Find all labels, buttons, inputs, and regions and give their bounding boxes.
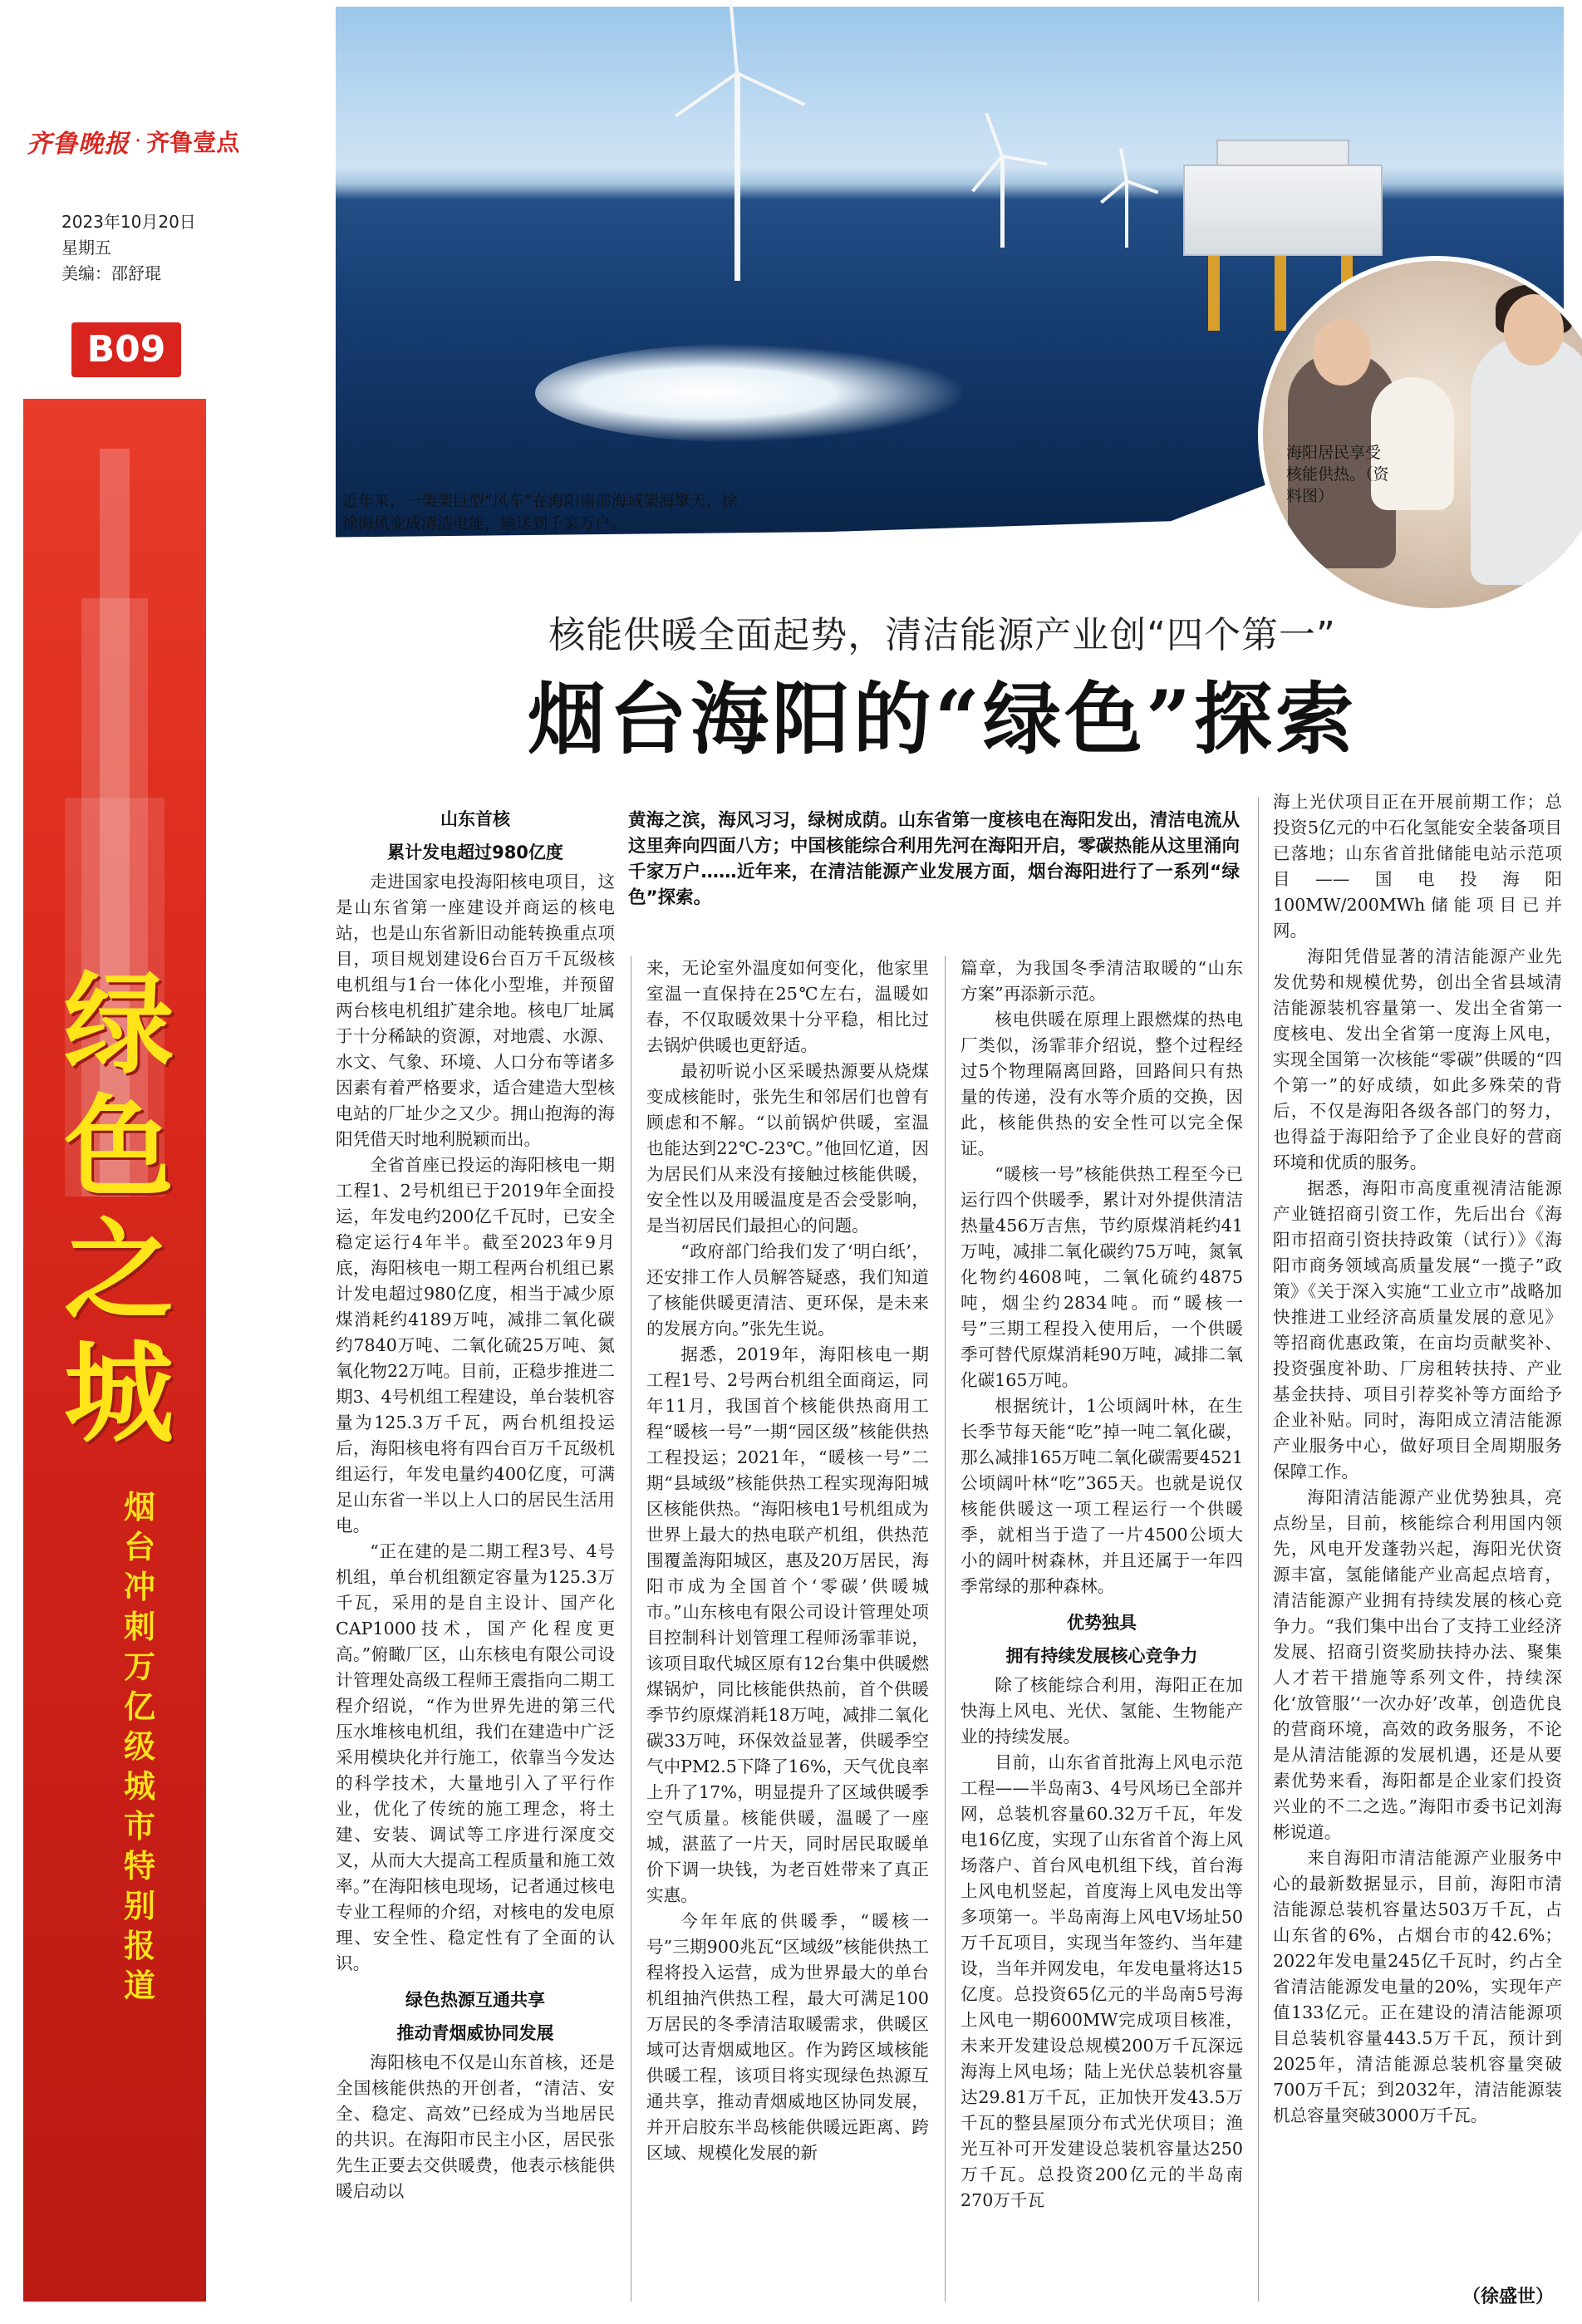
series-title: 绿色之城 — [64, 961, 174, 1458]
paragraph: 目前，山东省首批海上风电示范工程——半岛南3、4号风场已全部并网，总装机容量60.32万千瓦，年发电16亿度，实现了山东省首个海上风场落户、首台风电机组下线，首台海上风电机竖起，首度海上风电发出等多项第一。半岛南海上风电V场址50万千瓦项目，实现当年签约、当年建设，当年并网发电，年发电量将达15亿度。总投资65亿元的半岛南5号海上风电一期600MW完成项目核准，未来开发建设总规模200万千瓦深远海海上风电场；陆上光伏总装机容量达29.81万千瓦，正加快开发43.5万千瓦的整县屋顶分布式光伏项目；渔光互补可开发建设总装机容量达250万千瓦。总投资200亿元的半岛南270万千瓦 — [960, 1752, 1243, 2210]
hero-caption: 近年来，一架架巨型“风车”在海阳南部海域架海擎天，徐徐海风变成清洁电能，输送到千家万户。 — [342, 492, 738, 533]
paragraph: 除了核能综合利用，海阳正在加快海上风电、光伏、氢能、生物能产业的持续发展。 — [960, 1675, 1243, 1747]
section-heading: 优势独具 — [1067, 1613, 1137, 1633]
masthead — [27, 123, 243, 287]
article-column-2 — [646, 956, 929, 2298]
paragraph: 海阳凭借显著的清洁能源产业先发优势和规模优势，创出全省县域清洁能源装机容量第一、发出全省第一度核电、发出全省第一度海上风电，实现全国第一次核能“零碳”供暖的“四个第一”的好成绩，如此多殊荣的背后，不仅是海阳各级各部门的努力，也得益于海阳给予了企业良好的营商环境和优质的服务。 — [1273, 946, 1562, 1172]
newspaper-logo — [27, 123, 243, 160]
paragraph: 全省首座已投运的海阳核电一期工程1、2号机组已于2019年全面投运，年发电约200亿千瓦时，已安全稳定运行4年半。截至2023年9月底，海阳核电一期工程两台机组已累计发电超过980亿度，相当于减少原煤消耗约4189万吨，减排二氧化碳约7840万吨、二氧化硫25万吨、氮氧化物22万吨。目前，正稳步推进二期3、4号机组工程建设，单台装机容量为125.3万千瓦，两台机组投运后，海阳核电将有四台百万千瓦级机组运行，年发电量约400亿度，可满足山东省一半以上人口的居民生活用电。 — [336, 1155, 615, 1535]
section-heading: 拥有持续发展核心竞争力 — [1005, 1646, 1198, 1666]
article-lead: 黄海之滨，海风习习，绿树成荫。山东省第一度核电在海阳发出，清洁电流从这里奔向四面八方；中国核能综合利用先河在海阳开启，零碳热能从这里涌向千家万户……近年来，在清洁能源产业发展方面，烟台海阳进行了一系列“绿色”探索。 — [628, 810, 1240, 908]
article-column-4 — [1273, 789, 1562, 2277]
section-heading: 累计发电超过980亿度 — [387, 843, 563, 862]
paragraph: “暖核一号”核能供热工程至今已运行四个供暖季，累计对外提供清洁热量456万吉焦，节约原煤消耗约41万吨，减排二氧化碳约75万吨，氮氧化物约4608吨，二氧化硫约4875吨，烟尘约2834吨。而“暖核一号”三期工程投入使用后，一个供暖季可替代原煤消耗90万吨，减排二氧化碳165万吨。 — [960, 1164, 1243, 1390]
page-editor: 美编：邵舒琨 — [61, 263, 161, 283]
series-subtitle: 烟台冲刺万亿级城市特别报道 — [123, 1488, 155, 2004]
paragraph: 据悉，2019年，海阳核电一期工程1号、2号两台机组全面商运，同年11月，我国首个核能供热商用工程“暖核一号”一期“园区级”核能供热工程投运；2021年，“暖核一号”二期“县域级”核能供热工程实现海阳城区核能供热。“海阳核电1号机组成为世界上最大的热电联产机组，供热范围覆盖海阳城区，惠及20万居民，海阳市成为全国首个‘零碳’供暖城市。”山东核电有限公司设计管理处项目控制科计划管理工程师汤霏菲说，该项目取代城区原有12台集中供暖燃煤锅炉，同比核能供热前，首个供暖季节约原煤消耗18万吨，减排二氧化碳33万吨，环保效益显著，供暖季空气中PM2.5下降了16%，天气优良率上升了17%，明显提升了区域供暖季空气质量。核能供暖，温暖了一座城，湛蓝了一片天，同时居民取暖单价下调一块钱，为老百姓带来了真正实惠。 — [646, 1344, 929, 1905]
main-headline: 烟台海阳的“绿色”探索 — [527, 674, 1358, 765]
section-heading: 推动青烟威协同发展 — [396, 2023, 554, 2043]
issue-date: 2023年10月20日 — [61, 212, 196, 232]
paragraph: 海上光伏项目正在开展前期工作；总投资5亿元的中石化氢能安全装备项目已落地；山东省首批储能电站示范项目——国电投海阳100MW/200MWh储能项目已并网。 — [1273, 792, 1562, 941]
logo-separator: · — [135, 129, 142, 154]
issue-weekday: 星期五 — [61, 238, 111, 258]
paragraph: 核电供暖在原理上跟燃煤的热电厂类似，汤霏菲介绍说，整个过程经过5个物理隔离回路，回路间只有热量的传递，没有水等介质的交换，因此，核能供热的安全性可以完全保证。 — [960, 1010, 1243, 1158]
page-number-badge: B09 — [71, 322, 181, 377]
paragraph: 最初听说小区采暖热源要从烧煤变成核能时，张先生和邻居们也曾有顾虑和不解。“以前锅炉供暖，室温也能达到22℃-23℃。”他回忆道，因为居民们从来没有接触过核能供暖，安全性以及用暖温度是否会受影响，是当初居民们最担心的问题。 — [646, 1061, 929, 1236]
paragraph: 根据统计，1公顷阔叶林，在生长季节每天能“吃”掉一吨二氧化碳，那么减排165万吨二氧化碳需要4521公顷阔叶林“吃”365天。也就是说仅核能供暖这一项工程运行一个供暖季，就相当于造了一片4500公顷大小的阔叶树森林，并且还属于一年四季常绿的那种森林。 — [960, 1396, 1243, 1596]
paragraph: “正在建的是二期工程3号、4号机组，单台机组额定容量为125.3万千瓦，采用的是自主设计、国产化CAP1000技术，国产化程度更高。”俯瞰厂区，山东核电有限公司设计管理处高级工程师王震指向二期工程介绍说，“作为世界先进的第三代压水堆核电机组，我们在建造中广泛采用模块化并行施工，依靠当今发达的科学技术，大量地引入了平行作业，优化了传统的施工理念，将土建、安装、调试等工序进行深度交叉，从而大大提高工程质量和施工效率。”在海阳核电现场，记者通过核电专业工程师的介绍，对核电的发电原理、安全性、稳定性有了全面的认识。 — [336, 1541, 615, 1973]
paragraph: 走进国家电投海阳核电项目，这是山东省第一座建设并商运的核电站，也是山东省新旧动能转换重点项目，项目规划建设6台百万千瓦级核电机组与1台一体化小型堆，并预留两台核电机组扩建余地。核电厂址属于十分稀缺的资源，对地震、水源、水文、气象、环境、人口分布等诸多因素有着严格要求，适合建造大型核电站的厂址少之又少。拥山抱海的海阳凭借天时地利脱颖而出。 — [336, 872, 615, 1149]
headline-kicker: 核能供暖全面起势，清洁能源产业创“四个第一” — [548, 614, 1336, 656]
logo-text-qilu-yidian: 齐鲁壹点 — [146, 129, 240, 156]
paragraph: 今年年底的供暖季，“暖核一号”三期900兆瓦“区域级”核能供热工程将投入运营，成为世界最大的单台机组抽汽供热工程，最大可满足100万居民的冬季清洁取暖需求，供暖区域可达青烟威地区。作为跨区域核能供暖工程，该项目将实现绿色热源互通共享，推动青烟威地区协同发展，并开启胶东半岛核能供暖远距离、跨区域、规模化发展的新 — [646, 1911, 929, 2163]
issue-meta — [27, 209, 243, 287]
logo-text-qilu-evening-news: 齐鲁晚报 — [27, 130, 130, 159]
author-byline: （徐盛世） — [1462, 2287, 1555, 2307]
column-divider — [945, 956, 946, 2302]
article-column-1 — [336, 803, 615, 2298]
wave-splash — [535, 343, 967, 443]
paragraph: 来自海阳市清洁能源产业服务中心的最新数据显示，目前，海阳市清洁能源总装机容量达503万千瓦，占山东省的6%，占烟台市的42.6%；2022年发电量245亿千瓦时，约占全省清洁能源发电量的20%，实现年产值133亿元。正在建设的清洁能源项目总装机容量443.5万千瓦，预计到2025年，清洁能源总装机容量突破700万千瓦；到2032年，清洁能源装机总容量突破3000万千瓦。 — [1273, 1848, 1562, 2125]
series-side-strip — [23, 399, 206, 2302]
section-heading: 山东首核 — [440, 809, 510, 829]
paragraph: “政府部门给我们发了‘明白纸’，还安排工作人员解答疑惑，我们知道了核能供暖更清洁、更环保，是未来的发展方向。”张先生说。 — [646, 1241, 929, 1339]
paragraph: 据悉，海阳市高度重视清洁能源产业链招商引资工作，先后出台《海阳市招商引资扶持政策（试行）》《海阳市商务领域高质量发展“一揽子”政策》《关于深入实施“工业立市”战略加快推进工业经济高质量发展的意见》等招商优惠政策，在亩均贡献奖补、投资强度补助、厂房租转扶持、产业基金扶持、项目引荐奖补等方面给予企业补贴。同时，海阳成立清洁能源产业服务中心，做好项目全周期服务保障工作。 — [1273, 1178, 1562, 1481]
inset-caption: 海阳居民享受核能供热。（资料图） — [1286, 444, 1389, 505]
column-divider — [1258, 798, 1259, 2302]
article-column-3 — [960, 956, 1243, 2298]
paragraph: 来，无论室外温度如何变化，他家里室温一直保持在25℃左右，温暖如春，不仅取暖效果十分平稳，相比过去锅炉供暖也更舒适。 — [646, 958, 929, 1055]
paragraph: 篇章，为我国冬季清洁取暖的“山东方案”再添新示范。 — [960, 958, 1243, 1004]
section-heading: 绿色热源互通共享 — [405, 1990, 545, 2010]
paragraph: 海阳核电不仅是山东首核，还是全国核能供热的开创者，“清洁、安全、稳定、高效”已经成为当地居民的共识。在海阳市民主小区，居民张先生正要去交供暖费，他表示核能供暖启动以 — [336, 2052, 615, 2201]
paragraph: 海阳清洁能源产业优势独具，亮点纷呈，目前，核能综合利用国内领先，风电开发蓬勃兴起，海阳光伏资源丰富，氢能储能产业高起点培育，清洁能源产业拥有持续发展的核心竞争力。“我们集中出台了支持工业经济发展、招商引资奖励扶持办法、聚集人才若干措施等系列文件，持续深化‘放管服’‘一次办好’改革，创造优良的营商环境，高效的政务服务，不论是从清洁能源的发展机遇，还是从要素优势来看，海阳都是企业家们投资兴业的不二之选。”海阳市委书记刘海彬说道。 — [1273, 1487, 1562, 1842]
